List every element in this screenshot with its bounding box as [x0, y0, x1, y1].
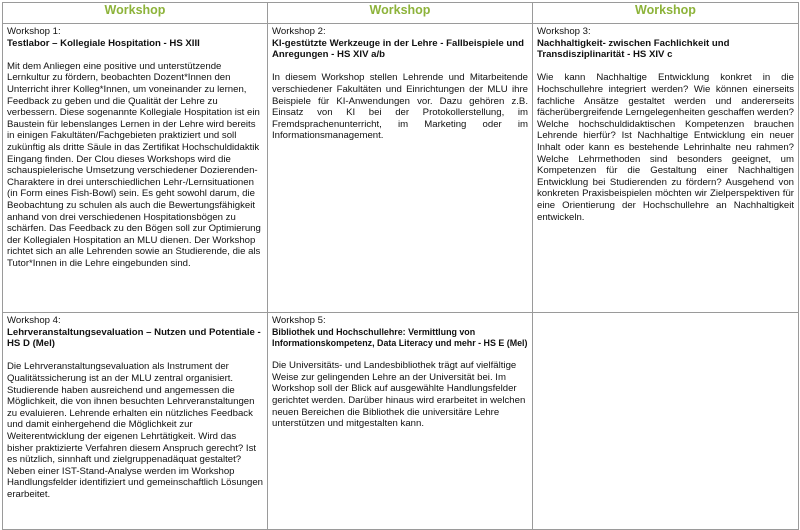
workshop-label: Workshop 1: — [7, 26, 61, 37]
workshop-row-2 — [3, 313, 799, 530]
workshop-title: Bibliothek und Hochschullehre: Vermittlung von Informationskompetenz, Data Literacy und mehr - HS E (Mel) — [272, 326, 528, 348]
workshop-cell-3 — [533, 24, 799, 313]
workshop-title: KI-gestützte Werkzeuge in der Lehre - Fallbeispiele und Anregungen - HS XIV a/b — [272, 37, 524, 61]
workshop-label: Workshop 2: — [272, 26, 326, 37]
workshop-table — [2, 2, 799, 530]
workshop-cell-empty — [533, 313, 799, 530]
workshop-title: Lehrveranstaltungsevaluation – Nutzen und Potentiale - HS D (Mel) — [7, 326, 261, 350]
header-cell-1: Workshop — [3, 3, 268, 24]
workshop-title: Nachhaltigkeit- zwischen Fachlichkeit und Transdisziplinarität - HS XIV c — [537, 37, 730, 61]
workshop-cell-1 — [3, 24, 268, 313]
workshop-description: Mit dem Anliegen eine positive und unterstützende Lernkultur zu fördern, beobachten Dozent*Innen den Unterricht ihrer Kolleg*Innen, um voneinander zu lernen, Feedback zu geben und die Qualität der Lehre zu verbessern. Diese sogenannte Kollegiale Hospitation ist ein Baustein für lebenslanges Lernen in der Lehre wird bereits in einigen Fakultäten/Fachgebieten praktiziert und soll zukünftig als dritte Säule in das Zertifikat Hochschuldidaktik Eingang finden. Der Clou dieses Workshops wird die schauspielerische Umsetzung verschiedener Dozierenden-Charaktere in drei unterschiedlichen Lehr-/Lernsituationen (in Form eines Fish-Bowl) sein. Es geht sowohl darum, die Beobachtung zu schulen als auch die Bewertungsfähigkeit anhand von drei verschiedenen Hospitationsbögen zu schärfen. Das Feedback zu den Bögen soll zur Optimierung der Kollegialen Hospitation an MLU dienen. Der Workshop richtet sich an alle Lehrenden sowie an Studierende, die als Tutor*Innen in die Lehre eingebunden sind. — [7, 60, 261, 269]
workshop-label: Workshop 3: — [537, 26, 591, 37]
header-cell-2: Workshop — [268, 3, 533, 24]
workshop-description: Die Lehrveranstaltungsevaluation als Instrument der Qualitätssicherung ist an der MLU zentral organisiert. Studierende haben ausreichend und angemessen die Möglichkeit, die von ihnen besuchten Lehrveranstaltungen zu evaluieren. Lehrende erhalten ein nützliches Feedback und damit einhergehend die Möglichkeit zur Weiterentwicklung der eigenen Lehrtätigkeit. Wird das bisher praktizierte Verfahren diesem Anspruch gerecht? Ist es nützlich, sinnhaft und zielgruppenadäquat gestaltet? Neben einer IST-Stand-Analyse werden im Workshop Handlungsfelder identifiziert und gemeinschaftlich Lösungen erarbeitet. — [7, 361, 263, 500]
workshop-title: Testlabor – Kollegiale Hospitation - HS XIII — [7, 37, 200, 49]
header-row — [3, 3, 799, 24]
workshop-description: In diesem Workshop stellen Lehrende und Mitarbeitende verschiedener Fakultäten und Einrichtungen der MLU ihre Beispiele für KI-Anwendungen vor. Dazu gehören z.B. Einsatz von KI bei der Protokollerstellung, im Fremdsprachenunterricht, im Marketing oder im Informationsmanagement. — [272, 72, 528, 142]
workshop-cell-4 — [3, 313, 268, 530]
header-cell-3: Workshop — [533, 3, 799, 24]
workshop-label: Workshop 4: — [7, 315, 61, 326]
workshop-description: Die Universitäts- und Landesbibliothek trägt auf vielfältige Weise zur gelingenden Lehre an der Universität bei. Im Workshop soll der Blick auf ausgewählte Handlungsfelder gerichtet werden. Darüber hinaus wird erarbeitet in welchen neuen Bereichen die Bibliothek die universitäre Lehre unterstützen und mitgestalten kann. — [272, 360, 526, 430]
workshop-cell-2 — [268, 24, 533, 313]
workshop-row-1 — [3, 24, 799, 313]
workshop-label: Workshop 5: — [272, 315, 326, 326]
workshop-description: Wie kann Nachhaltige Entwicklung konkret in die Hochschullehre integriert werden? Wie können einerseits fachliche Ansätze gestaltet werden und andererseits fächerübergreifende Lerngelegenheiten geschaffen werden? Welche hochschuldidaktischen Kompetenzen brauchen Lehrende hierfür? Ist Nachhaltige Entwicklung ein neuer Inhalt oder kann es bestehende Lehrinhalte neu rahmen? Welche Lehrmethoden sind besonders geeignet, um Kompetenzen für die Gestaltung einer Nachhaltigen Entwicklung bei Studierenden zu fördern? Ausgehend von konkreten Praxisbeispielen möchten wir Zielperspektiven für eine Orientierung der Hochschullehre an Nachhaltigkeit entwickeln. — [537, 72, 794, 223]
workshop-cell-5 — [268, 313, 533, 530]
